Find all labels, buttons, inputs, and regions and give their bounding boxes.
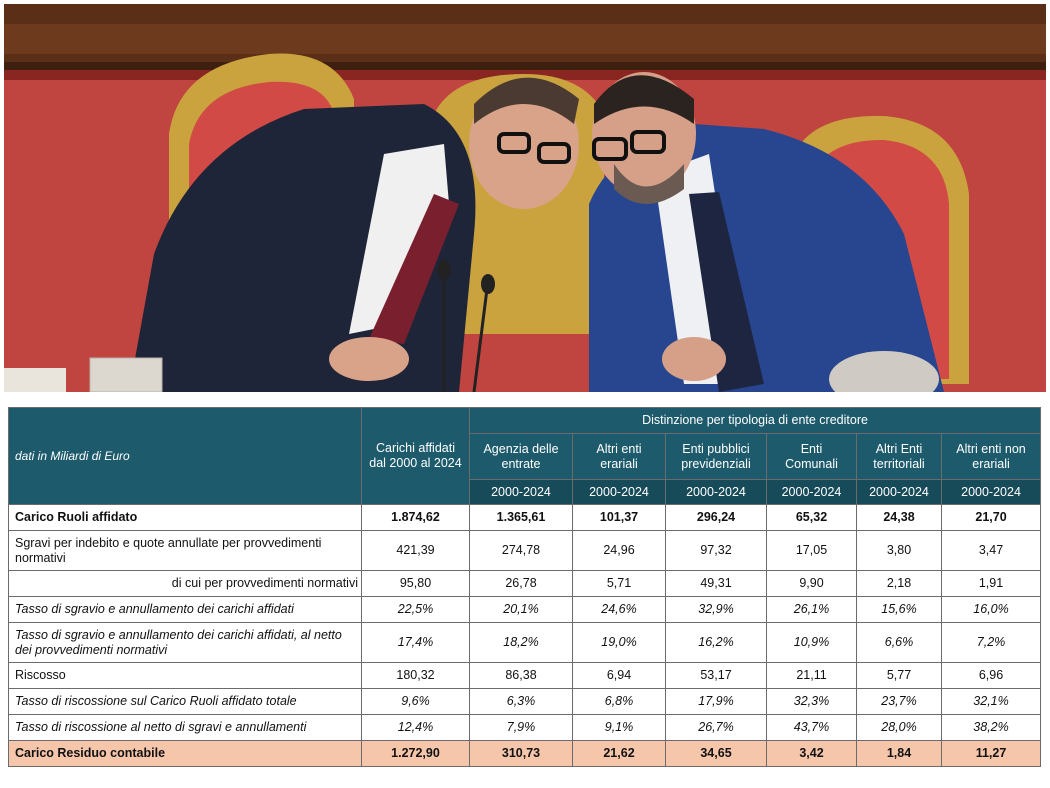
table-cell: 2,18 bbox=[857, 571, 942, 597]
column-header: Altri enti non erariali bbox=[942, 434, 1041, 480]
table-cell: 5,77 bbox=[857, 663, 942, 689]
table-row bbox=[9, 505, 1041, 531]
table-cell: 23,7% bbox=[857, 689, 942, 715]
table-cell: 421,39 bbox=[362, 531, 470, 571]
period-header: 2000-2024 bbox=[470, 480, 573, 505]
table-row-total bbox=[9, 741, 1041, 767]
table-cell: 9,6% bbox=[362, 689, 470, 715]
table-cell: 24,96 bbox=[573, 531, 666, 571]
table-cell: 101,37 bbox=[573, 505, 666, 531]
group-header: Distinzione per tipologia di ente creditore bbox=[470, 408, 1041, 434]
table-cell: 53,17 bbox=[666, 663, 767, 689]
table-cell: 95,80 bbox=[362, 571, 470, 597]
table-cell: 26,1% bbox=[767, 597, 857, 623]
table-cell: 19,0% bbox=[573, 623, 666, 663]
table-row bbox=[9, 623, 1041, 663]
table-cell: 16,2% bbox=[666, 623, 767, 663]
table-cell: 17,05 bbox=[767, 531, 857, 571]
table-cell: 6,8% bbox=[573, 689, 666, 715]
table-cell: 6,3% bbox=[470, 689, 573, 715]
table-row bbox=[9, 663, 1041, 689]
table-cell: 1.874,62 bbox=[362, 505, 470, 531]
total-column-header: Carichi affidati dal 2000 al 2024 bbox=[362, 408, 470, 505]
table-cell: 9,90 bbox=[767, 571, 857, 597]
table-cell: 16,0% bbox=[942, 597, 1041, 623]
table-cell: 3,47 bbox=[942, 531, 1041, 571]
table-cell: 6,6% bbox=[857, 623, 942, 663]
table-cell: 180,32 bbox=[362, 663, 470, 689]
table-cell: 97,32 bbox=[666, 531, 767, 571]
table-cell: 15,6% bbox=[857, 597, 942, 623]
row-label: Riscosso bbox=[9, 663, 362, 689]
table-cell: 22,5% bbox=[362, 597, 470, 623]
table-cell: 10,9% bbox=[767, 623, 857, 663]
table-container bbox=[8, 407, 1040, 767]
table-cell: 21,11 bbox=[767, 663, 857, 689]
row-label: Tasso di sgravio e annullamento dei carichi affidati, al netto dei provvedimenti normativi bbox=[9, 623, 362, 663]
table-cell: 38,2% bbox=[942, 715, 1041, 741]
table-cell: 21,70 bbox=[942, 505, 1041, 531]
table-row bbox=[9, 597, 1041, 623]
table-cell: 5,71 bbox=[573, 571, 666, 597]
table-row bbox=[9, 571, 1041, 597]
table-row bbox=[9, 715, 1041, 741]
table-cell: 12,4% bbox=[362, 715, 470, 741]
period-header: 2000-2024 bbox=[857, 480, 942, 505]
table-cell: 1.272,90 bbox=[362, 741, 470, 767]
table-cell: 7,2% bbox=[942, 623, 1041, 663]
row-label: Tasso di riscossione sul Carico Ruoli affidato totale bbox=[9, 689, 362, 715]
row-label: Carico Ruoli affidato bbox=[9, 505, 362, 531]
table-cell: 310,73 bbox=[470, 741, 573, 767]
corner-label: dati in Miliardi di Euro bbox=[9, 408, 362, 505]
table-cell: 32,9% bbox=[666, 597, 767, 623]
table-cell: 20,1% bbox=[470, 597, 573, 623]
photo-illustration bbox=[4, 4, 1046, 392]
table-cell: 6,94 bbox=[573, 663, 666, 689]
table-cell: 17,9% bbox=[666, 689, 767, 715]
table-cell: 32,1% bbox=[942, 689, 1041, 715]
carichi-ruoli-table bbox=[8, 407, 1041, 767]
table-row bbox=[9, 531, 1041, 571]
table-cell: 17,4% bbox=[362, 623, 470, 663]
table-cell: 6,96 bbox=[942, 663, 1041, 689]
table-cell: 26,78 bbox=[470, 571, 573, 597]
period-header: 2000-2024 bbox=[573, 480, 666, 505]
table-cell: 18,2% bbox=[470, 623, 573, 663]
column-header: Agenzia delle entrate bbox=[470, 434, 573, 480]
table-cell: 32,3% bbox=[767, 689, 857, 715]
row-label: Tasso di sgravio e annullamento dei carichi affidati bbox=[9, 597, 362, 623]
table-cell: 11,27 bbox=[942, 741, 1041, 767]
table-cell: 28,0% bbox=[857, 715, 942, 741]
row-label: Tasso di riscossione al netto di sgravi e annullamenti bbox=[9, 715, 362, 741]
table-cell: 65,32 bbox=[767, 505, 857, 531]
row-label: di cui per provvedimenti normativi bbox=[9, 571, 362, 597]
row-label: Carico Residuo contabile bbox=[9, 741, 362, 767]
period-header: 2000-2024 bbox=[942, 480, 1041, 505]
table-cell: 34,65 bbox=[666, 741, 767, 767]
table-cell: 9,1% bbox=[573, 715, 666, 741]
row-label: Sgravi per indebito e quote annullate per provvedimenti normativi bbox=[9, 531, 362, 571]
table-cell: 24,38 bbox=[857, 505, 942, 531]
table-cell: 3,42 bbox=[767, 741, 857, 767]
table-cell: 24,6% bbox=[573, 597, 666, 623]
table-cell: 1,84 bbox=[857, 741, 942, 767]
table-cell: 26,7% bbox=[666, 715, 767, 741]
column-header: Altri enti erariali bbox=[573, 434, 666, 480]
table-row bbox=[9, 689, 1041, 715]
table-cell: 7,9% bbox=[470, 715, 573, 741]
table-cell: 43,7% bbox=[767, 715, 857, 741]
period-header: 2000-2024 bbox=[666, 480, 767, 505]
column-header: Enti pubblici previdenziali bbox=[666, 434, 767, 480]
table-cell: 1,91 bbox=[942, 571, 1041, 597]
table-cell: 1.365,61 bbox=[470, 505, 573, 531]
table-cell: 274,78 bbox=[470, 531, 573, 571]
news-photo bbox=[4, 4, 1046, 392]
table-cell: 3,80 bbox=[857, 531, 942, 571]
table-cell: 296,24 bbox=[666, 505, 767, 531]
period-header: 2000-2024 bbox=[767, 480, 857, 505]
table-cell: 49,31 bbox=[666, 571, 767, 597]
table-cell: 86,38 bbox=[470, 663, 573, 689]
column-header: Enti Comunali bbox=[767, 434, 857, 480]
table-cell: 21,62 bbox=[573, 741, 666, 767]
column-header: Altri Enti territoriali bbox=[857, 434, 942, 480]
